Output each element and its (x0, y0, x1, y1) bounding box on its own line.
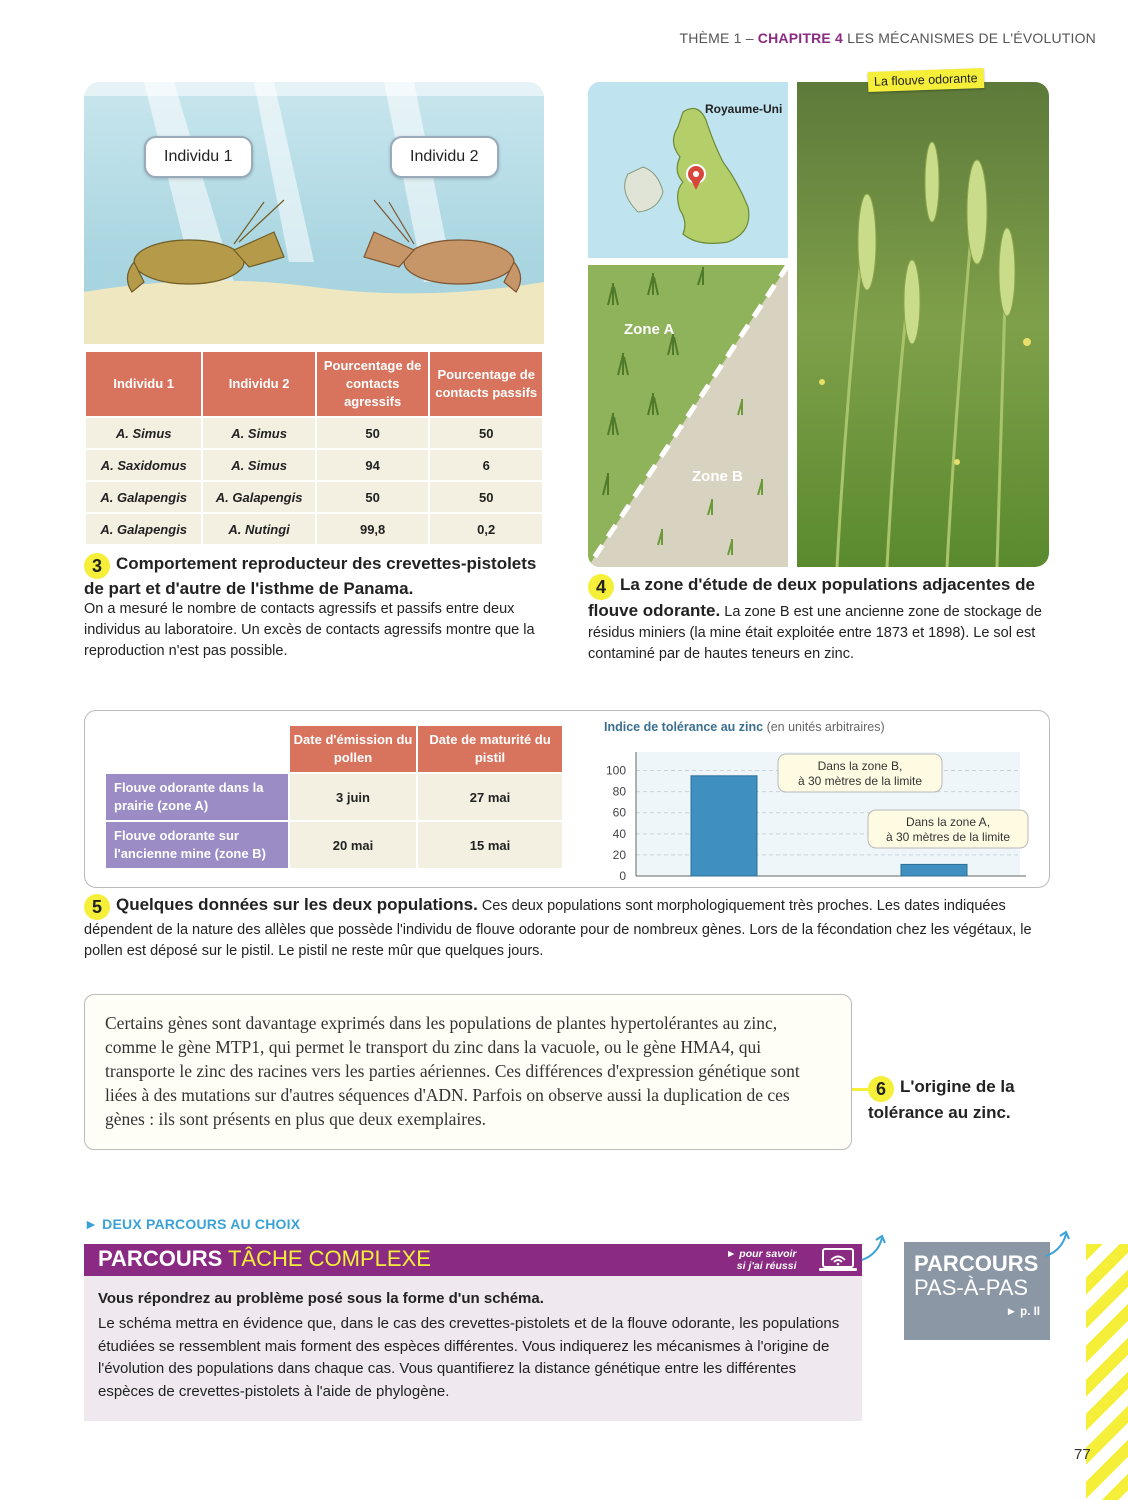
laptop-icon[interactable] (818, 1246, 858, 1274)
uk-map (588, 82, 788, 258)
complex-task-body (84, 1276, 862, 1421)
complex-task-title: PARCOURS TÂCHE COMPLEXE (98, 1246, 431, 1271)
doc3-text: On a mesuré le nombre de contacts agressifs et passifs entre deux individus au laboratoire. Un excès de contacts agressifs montre que la reproduction n'est pas possible. (84, 601, 535, 659)
doc6-text-box (84, 994, 852, 1150)
choice-heading: ► DEUX PARCOURS AU CHOIX (84, 1216, 301, 1232)
step-by-step-card[interactable]: PARCOURS PAS-À-PAS ► p. II (904, 1242, 1050, 1340)
doc-number-badge: 4 (588, 574, 614, 600)
grass-photo (797, 82, 1049, 567)
table-row: A. Galapengis A. Galapengis 50 50 (85, 481, 543, 513)
zone-a-label: Zone A (624, 321, 675, 338)
doc5-caption (84, 894, 1064, 962)
chart-title: Indice de tolérance au zinc (en unités arbitraires) (604, 720, 885, 734)
task-text: Le schéma mettra en évidence que, dans le cas des crevettes-pistolets et de la flouve odorante, les populations étudiées se ressemblent mais forment des espèces différentes. Vous indiquerez les mécanismes à l'origine de l'évolution des populations dans chaque cas. Vous quantifierez la distance génétique entre les différentes espèces de crevettes-pistolets à l'aide de phylogène. (98, 1315, 840, 1400)
map-label: Royaume-Uni (705, 102, 783, 116)
doc-number-badge: 5 (84, 894, 110, 920)
annotation-text: Dans la zone A, (905, 815, 991, 829)
doc3-caption (84, 553, 554, 662)
doc6-caption (868, 1076, 1028, 1123)
zinc-tolerance-chart (600, 716, 1040, 886)
header-aggressive: Pourcentage de contacts agressifs (316, 351, 430, 417)
table-row: Flouve odorante dans la prairie (zone A) 3 juin 27 mai (105, 773, 563, 821)
doc6-text: Certains gènes sont davantage exprimés dans les populations de plantes hypertolérantes au zinc, comme le gène MTP1, qui permet le transport du zinc dans la vacuole, ou le gène HMA4, qui transporte le zinc des racines vers les parties aériennes. Ces différences d'expression génétique sont liées à des mutations sur d'autres séquences d'ADN. Parfois on observe aussi la duplication de ces gènes : ils sont présents en plus que deux exemplaires. (105, 1013, 800, 1129)
y-tick-label: 80 (612, 784, 626, 799)
arrow-icon (1042, 1230, 1072, 1260)
annotation-text: à 30 mètres de la limite (885, 830, 1011, 844)
header-individu-1: Individu 1 (85, 351, 202, 417)
y-tick-label: 40 (612, 826, 626, 841)
y-tick-label: 60 (612, 805, 626, 820)
doc4-title: La zone d'étude de deux populations adjacentes de flouve odorante. (588, 575, 1035, 620)
running-header: THÈME 1 – CHAPITRE 4 LES MÉCANISMES DE L'ÉVOLUTION (679, 30, 1096, 46)
bar-zone-b (691, 776, 757, 876)
doc3-title: Comportement reproducteur des crevettes-pistolets de part et d'autre de l'isthme de Panama. (84, 554, 537, 598)
header-pistil: Date de maturité du pistil (417, 725, 563, 773)
decorative-stripes (1086, 1244, 1128, 1500)
photo-label: La flouve odorante (868, 68, 984, 92)
chart-plot (600, 716, 1040, 886)
step-page-link[interactable]: ► p. II (1005, 1306, 1040, 1318)
bubble-individu-2: Individu 2 (390, 136, 499, 178)
header-pollen: Date d'émission du pollen (289, 725, 417, 773)
chapter-label: CHAPITRE 4 (757, 30, 844, 46)
y-tick-label: 100 (605, 763, 626, 778)
shrimp-aquarium-illustration (84, 82, 544, 344)
zones-illustration (588, 265, 788, 567)
annotation-text: Dans la zone B, (817, 759, 903, 773)
doc5-title: Quelques données sur les deux populations. (116, 895, 478, 914)
shrimp-contacts-table (84, 350, 544, 546)
page-number: 77 (1074, 1446, 1091, 1463)
self-check-link[interactable]: ► pour savoir si j'ai réussi (726, 1248, 797, 1272)
y-tick-label: 20 (612, 847, 626, 862)
flowering-dates-table (104, 724, 564, 870)
bubble-individu-1: Individu 1 (144, 136, 253, 178)
table-row: A. Saxidomus A. Simus 94 6 (85, 449, 543, 481)
y-tick-label: 0 (619, 869, 626, 883)
header-passive: Pourcentage de contacts passifs (429, 351, 543, 417)
bar-zone-a (901, 864, 967, 876)
zone-b-label: Zone B (692, 468, 743, 485)
table-row: A. Simus A. Simus 50 50 (85, 417, 543, 449)
doc4-text: La zone B est une ancienne zone de stockage de résidus miniers (la mine était exploitée entre 1873 et 1898). Le sol est contaminé par de hautes teneurs en zinc. (588, 604, 1042, 662)
annotation-text: à 30 mètres de la limite (797, 774, 923, 788)
doc-number-badge: 6 (868, 1076, 894, 1102)
arrow-icon (858, 1234, 888, 1264)
doc5-text: Ces deux populations sont morphologiquement très proches. Les dates indiquées dépendent de la nature des allèles que possède l'individu de flouve odorante pour de nombreux gènes. Lors de la fécondation chez les végétaux, le pollen est déposé sur le pistil. Le pistil ne reste mûr que quelques jours. (84, 898, 1032, 959)
table-row: Flouve odorante sur l'ancienne mine (zone B) 20 mai 15 mai (105, 821, 563, 869)
task-question: Vous répondrez au problème posé sous la forme d'un schéma. (98, 1290, 544, 1307)
doc6-title: L'origine de la tolérance au zinc. (868, 1077, 1015, 1122)
table-row: A. Galapengis A. Nutingi 99,8 0,2 (85, 513, 543, 545)
header-individu-2: Individu 2 (202, 351, 315, 417)
doc4-caption (588, 574, 1058, 665)
doc-number-badge: 3 (84, 553, 110, 579)
